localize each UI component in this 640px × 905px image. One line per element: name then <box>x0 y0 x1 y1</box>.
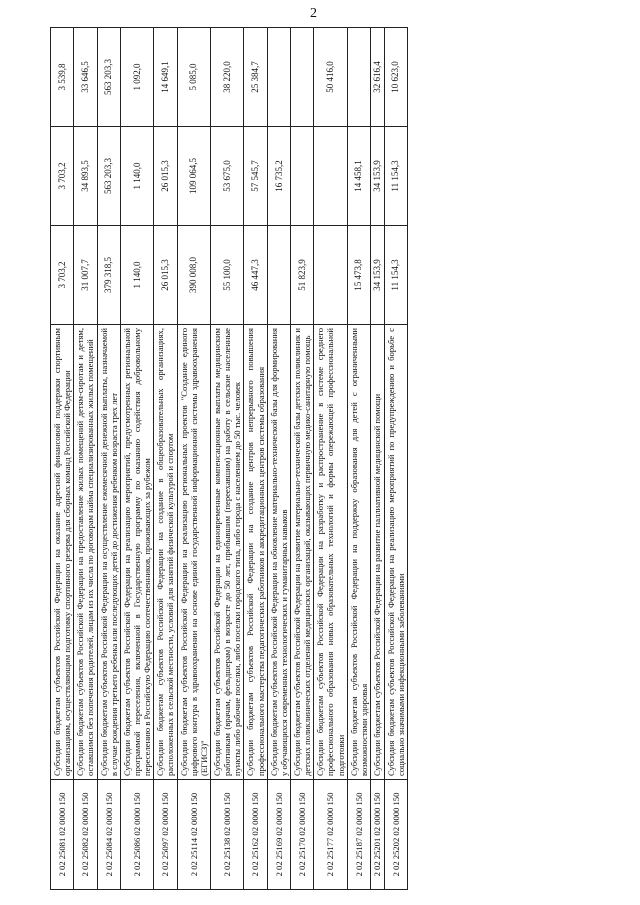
amount-cell-3: 25 384,7 <box>244 28 267 127</box>
description-cell: Субсидии бюджетам субъектов Российской Федерации на разработку и распространение в системе среднего профессионального образования новых образовательных технологий и формы опережающей профессиональной подготовки <box>314 325 347 780</box>
table-row <box>210 28 243 890</box>
amount-cell-2: 11 154,3 <box>384 127 407 226</box>
amount-cell-1: 390 008,0 <box>177 226 210 325</box>
amount-cell-3: 14 649,1 <box>154 28 177 127</box>
amount-cell-1: 46 447,3 <box>244 226 267 325</box>
amount-cell-1: 11 154,3 <box>384 226 407 325</box>
budget-code-cell: 2 02 25162 02 0000 150 <box>244 780 267 890</box>
budget-code-cell: 2 02 25082 02 0000 150 <box>74 780 97 890</box>
amount-cell-3: 3 539,8 <box>51 28 74 127</box>
amount-cell-1 <box>267 226 290 325</box>
table-row <box>384 28 407 890</box>
budget-code-cell: 2 02 25084 02 0000 150 <box>97 780 120 890</box>
amount-cell-3 <box>267 28 290 127</box>
table-row <box>290 28 313 890</box>
page-number: 2 <box>310 6 317 21</box>
description-cell: Субсидии бюджетам субъектов Российской Федерации на осуществление ежемесячной денежной выплаты, назначаемой в случае рождения третьего ребенка или последующих детей до достижения ребенком возраста трех лет <box>97 325 120 780</box>
table-row <box>370 28 384 890</box>
description-cell: Субсидии бюджетам субъектов Российской Федерации на реализацию региональных проектов "Создание единого цифрового контура в здравоохранении на основе единой государственной информационной системы здравоохранения (ЕГИСЗ)" <box>177 325 210 780</box>
amount-cell-3: 1 092,0 <box>120 28 153 127</box>
description-cell: Субсидия бюджетам субъектов Российской Федерации на реализацию мероприятий по предупреждению и борьбе с социально значимыми инфекционными заболеваниями <box>384 325 407 780</box>
description-cell: Субсидии бюджетам субъектов Российской Федерации на оказание адресной финансовой поддержки спортивным организациям, осуществляющим подготовку спортивного резерва для сборных команд Российской Федерации <box>51 325 74 780</box>
budget-code-cell: 2 02 25187 02 0000 150 <box>347 780 370 890</box>
budget-code-cell: 2 02 25097 02 0000 150 <box>154 780 177 890</box>
table-row <box>154 28 177 890</box>
amount-cell-3: 50 416,0 <box>314 28 347 127</box>
budget-code-cell: 2 02 25202 02 0000 150 <box>384 780 407 890</box>
amount-cell-1: 51 823,9 <box>290 226 313 325</box>
amount-cell-2: 14 458,1 <box>347 127 370 226</box>
amount-cell-1: 379 318,5 <box>97 226 120 325</box>
budget-code-cell: 2 02 25177 02 0000 150 <box>314 780 347 890</box>
amount-cell-2: 34 893,5 <box>74 127 97 226</box>
amount-cell-2: 563 203,3 <box>97 127 120 226</box>
amount-cell-3: 38 220,0 <box>210 28 243 127</box>
description-cell: Субсидии бюджетам субъектов Российской Федерации на предоставление жилых помещений детям-сиротам и детям, оставшимся без попечения родителей, лицам из их числа по договорам найма специализированных жилых помещений <box>74 325 97 780</box>
amount-cell-2: 26 015,3 <box>154 127 177 226</box>
amount-cell-1: 26 015,3 <box>154 226 177 325</box>
budget-code-cell: 2 02 25086 02 0000 150 <box>120 780 153 890</box>
amount-cell-3: 5 085,0 <box>177 28 210 127</box>
amount-cell-2: 34 153,9 <box>370 127 384 226</box>
budget-code-cell: 2 02 25138 02 0000 150 <box>210 780 243 890</box>
amount-cell-2: 109 064,5 <box>177 127 210 226</box>
table-row <box>51 28 74 890</box>
description-cell: Субсидии бюджетам субъектов Российской Федерации на единовременные компенсационные выплаты медицинским работникам (врачам, фельдшерам) в возрасте до 50 лет, прибывшим (переехавшим) на работу в сельские населенные пункты либо рабочие поселки, либо поселки городского типа, либо города с населением до 50 тыс. человек <box>210 325 243 780</box>
budget-code-cell: 2 02 25201 02 0000 150 <box>370 780 384 890</box>
budget-code-cell: 2 02 25114 02 0000 150 <box>177 780 210 890</box>
table-row <box>74 28 97 890</box>
revenue-table <box>50 27 408 890</box>
amount-cell-2 <box>314 127 347 226</box>
rotated-page <box>50 50 610 890</box>
amount-cell-3: 563 203,3 <box>97 28 120 127</box>
amount-cell-1: 34 153,9 <box>370 226 384 325</box>
table-row <box>244 28 267 890</box>
table-row <box>347 28 370 890</box>
amount-cell-1: 31 007,7 <box>74 226 97 325</box>
amount-cell-1: 55 100,0 <box>210 226 243 325</box>
table-row <box>120 28 153 890</box>
amount-cell-3: 32 616,4 <box>370 28 384 127</box>
amount-cell-2: 16 735,2 <box>267 127 290 226</box>
budget-code-cell: 2 02 25169 02 0000 150 <box>267 780 290 890</box>
amount-cell-2 <box>290 127 313 226</box>
amount-cell-1: 15 473,8 <box>347 226 370 325</box>
table-row <box>314 28 347 890</box>
description-cell: Субсидии бюджетам субъектов Российской Федерации на создание в общеобразовательных организациях, расположенных в сельской местности, условий для занятий физической культурой и спортом <box>154 325 177 780</box>
amount-cell-2: 3 703,2 <box>51 127 74 226</box>
amount-cell-2: 57 545,7 <box>244 127 267 226</box>
amount-cell-3: 33 646,5 <box>74 28 97 127</box>
budget-code-cell: 2 02 25170 02 0000 150 <box>290 780 313 890</box>
amount-cell-2: 1 140,0 <box>120 127 153 226</box>
description-cell: Субсидии бюджетам субъектов Российской Федерации на поддержку образования для детей с ограниченными возможностями здоровья <box>347 325 370 780</box>
description-cell: Субсидии бюджетам субъектов Российской Федерации на развитие материально-технической базы детских поликлиник и детских поликлинических отделений медицинских организаций, оказывающих первичную медико-санитарную помощь <box>290 325 313 780</box>
amount-cell-3 <box>290 28 313 127</box>
amount-cell-3 <box>347 28 370 127</box>
table-body <box>51 28 408 890</box>
amount-cell-1 <box>314 226 347 325</box>
amount-cell-2: 53 675,0 <box>210 127 243 226</box>
description-cell: Субсидии бюджетам субъектов Российской Федерации на создание центров непрерывного повышения профессионального мастерства педагогических работников и аккредитационных центров системы образования <box>244 325 267 780</box>
rotated-content <box>50 50 610 890</box>
amount-cell-1: 3 703,2 <box>51 226 74 325</box>
amount-cell-1: 1 140,0 <box>120 226 153 325</box>
description-cell: Субсидии бюджетам субъектов Российской Федерации на развитие паллиативной медицинской помощи <box>370 325 384 780</box>
description-cell: Субсидии бюджетам субъектов Российской Федерации на реализацию мероприятий, предусмотренных региональной программой переселения, включенной в Государственную программу по оказанию содействия добровольному переселению в Российскую Федерацию соотечественников, проживающих за рубежом <box>120 325 153 780</box>
table-row <box>177 28 210 890</box>
amount-cell-3: 10 623,0 <box>384 28 407 127</box>
table-row <box>97 28 120 890</box>
budget-code-cell: 2 02 25081 02 0000 150 <box>51 780 74 890</box>
table-row <box>267 28 290 890</box>
description-cell: Субсидии бюджетам субъектов Российской Федерации на обновление материально-технической базы для формирования у обучающихся современных технологических и гуманитарных навыков <box>267 325 290 780</box>
